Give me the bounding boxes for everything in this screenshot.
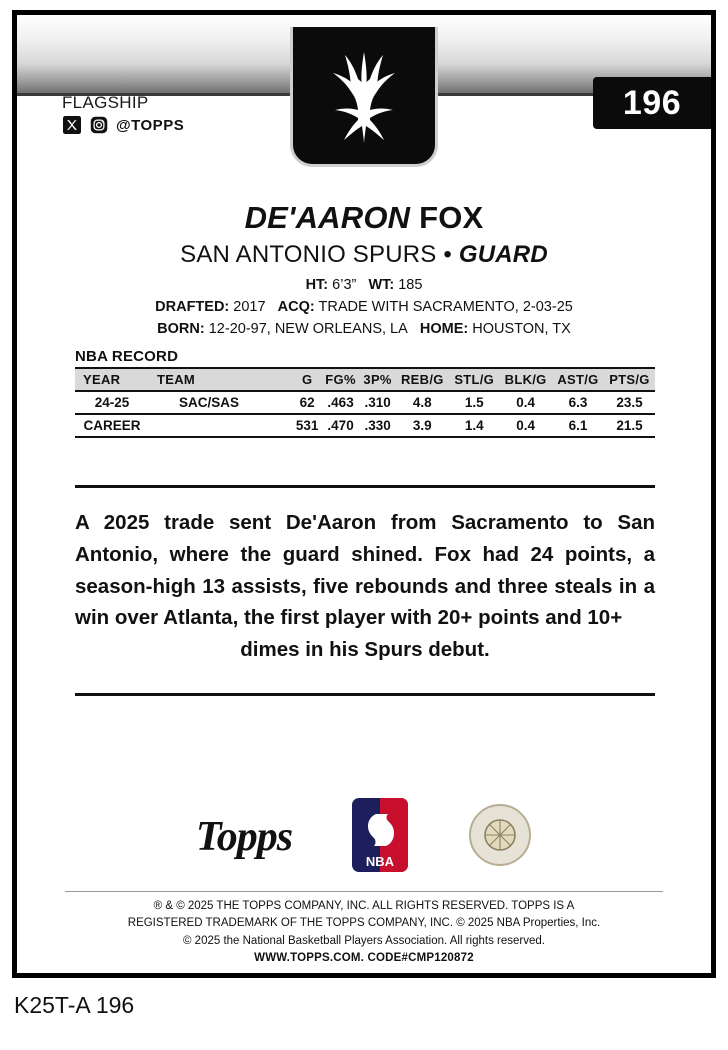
cell-year: CAREER: [75, 414, 149, 437]
legal-url: WWW.TOPPS.COM. CODE#CMP120872: [254, 951, 474, 964]
nba-record-title: NBA RECORD: [75, 348, 179, 365]
acq-label: ACQ:: [277, 299, 315, 315]
cell-3p: .330: [360, 414, 396, 437]
drafted-value: 2017: [233, 299, 266, 315]
table-row: [75, 391, 655, 414]
team-position-line: [17, 241, 711, 269]
col-3p: 3P%: [360, 368, 396, 391]
cell-spacer: [269, 391, 293, 414]
team-logo-tab: [290, 27, 438, 167]
vitals-line-2: [17, 299, 711, 315]
cell-team: SAC/SAS: [149, 391, 269, 414]
stats-table-wrap: [75, 367, 655, 438]
social-handles: [62, 115, 184, 135]
trading-card-back: [17, 15, 711, 973]
bio-paragraph: [75, 507, 655, 666]
table-row: [75, 414, 655, 437]
trading-card-frame: [12, 10, 716, 978]
cell-team: [149, 414, 269, 437]
player-name: [17, 200, 711, 236]
col-blk: BLK/G: [499, 368, 552, 391]
cell-g: 531: [293, 414, 321, 437]
instagram-icon[interactable]: [89, 115, 109, 135]
bio-text: A 2025 trade sent De'Aaron from Sacramento to San Antonio, where the guard shined. Fox had 24 points, a season-high 13 assists, five rebounds and three steals in a win over Atlanta, the first player with 20+ points and 10+: [75, 511, 655, 630]
logo-row: [17, 791, 711, 883]
col-team: TEAM: [149, 368, 269, 391]
legal-text: [65, 891, 663, 967]
bio-last-line: dimes in his Spurs debut.: [240, 638, 490, 662]
legal-line-1: ® & © 2025 THE TOPPS COMPANY, INC. ALL RIGHTS RESERVED. TOPPS IS A: [153, 900, 575, 912]
legal-line-2: REGISTERED TRADEMARK OF THE TOPPS COMPANY, INC. © 2025 NBA Properties, Inc.: [127, 917, 601, 930]
home-value: HOUSTON, TX: [472, 321, 571, 337]
cell-stl: 1.5: [449, 391, 499, 414]
stats-table: [75, 367, 655, 438]
born-label: BORN:: [157, 321, 205, 337]
social-handle-text: @TOPPS: [116, 116, 185, 134]
vitals-line-3: [17, 321, 711, 337]
col-ast: AST/G: [552, 368, 604, 391]
player-first-name: DE'AARON: [244, 200, 411, 235]
player-last-name: FOX: [419, 200, 484, 235]
cell-fg: .463: [321, 391, 359, 414]
image-caption: K25T-A 196: [14, 992, 135, 1018]
col-g: G: [293, 368, 321, 391]
x-icon[interactable]: [62, 115, 82, 135]
nba-logo-icon: [350, 796, 410, 879]
ht-label: HT:: [305, 277, 329, 293]
cell-ast: 6.3: [552, 391, 604, 414]
svg-text:NBA: NBA: [365, 853, 395, 869]
team-name: SAN ANTONIO SPURS: [180, 241, 437, 268]
col-spacer: [269, 368, 293, 391]
topps-logo: Topps: [195, 814, 293, 860]
cell-g: 62: [293, 391, 321, 414]
cell-blk: 0.4: [499, 414, 552, 437]
acq-value: TRADE WITH SACRAMENTO, 2-03-25: [318, 299, 573, 315]
col-fg: FG%: [321, 368, 359, 391]
bio-top-rule: [75, 485, 655, 488]
card-number-badge: 196: [593, 77, 711, 129]
cell-pts: 23.5: [604, 391, 655, 414]
vitals-line-1: [17, 277, 711, 293]
cell-year: 24-25: [75, 391, 149, 414]
legal-rule: [65, 891, 663, 892]
stats-header-row: [75, 368, 655, 391]
separator-dot: •: [443, 241, 452, 268]
player-position: GUARD: [458, 241, 548, 268]
col-pts: PTS/G: [604, 368, 655, 391]
cell-3p: .310: [360, 391, 396, 414]
cell-reb: 3.9: [395, 414, 449, 437]
col-stl: STL/G: [449, 368, 499, 391]
cell-reb: 4.8: [395, 391, 449, 414]
cell-pts: 21.5: [604, 414, 655, 437]
cell-blk: 0.4: [499, 391, 552, 414]
born-value: 12-20-97, NEW ORLEANS, LA: [208, 321, 408, 337]
spurs-logo-icon: [323, 48, 405, 144]
cell-ast: 6.1: [552, 414, 604, 437]
ht-value: 6’3”: [332, 277, 357, 293]
home-label: HOME:: [419, 321, 469, 337]
legal-line-3: © 2025 the National Basketball Players Association. All rights reserved.: [183, 934, 545, 947]
flagship-label: FLAGSHIP: [62, 93, 149, 112]
cell-stl: 1.4: [449, 414, 499, 437]
cell-spacer: [269, 414, 293, 437]
wt-label: WT:: [368, 277, 395, 293]
col-reb: REB/G: [395, 368, 449, 391]
cell-fg: .470: [321, 414, 359, 437]
nbpa-logo-icon: [468, 803, 532, 872]
col-year: YEAR: [75, 368, 149, 391]
wt-value: 185: [398, 277, 423, 293]
drafted-label: DRAFTED:: [155, 299, 230, 315]
bio-bottom-rule: [75, 693, 655, 696]
